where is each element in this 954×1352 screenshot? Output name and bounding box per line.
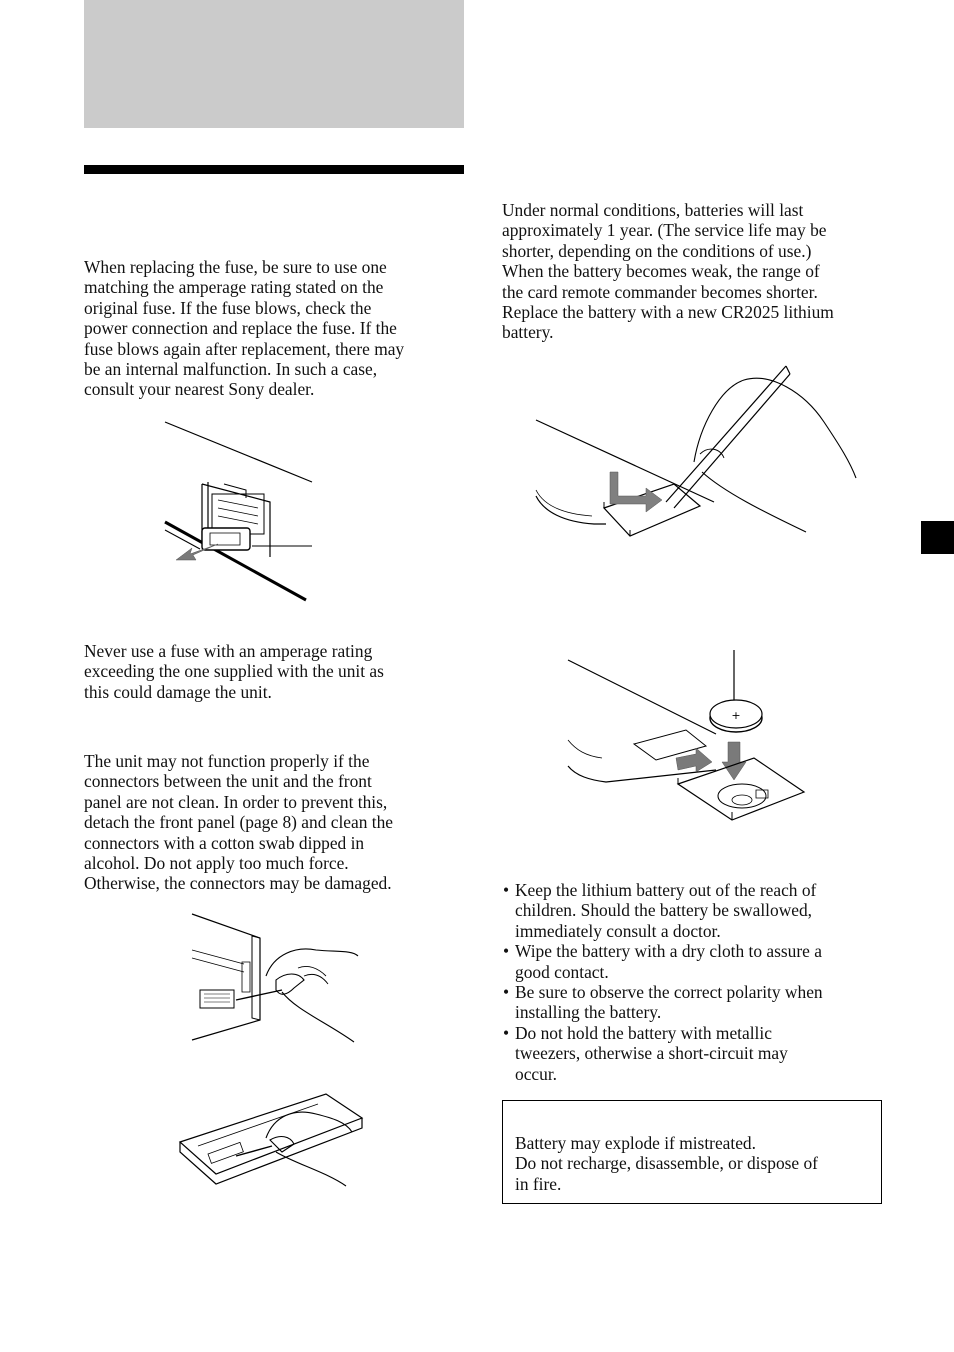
battery-polarity-mark: + [731, 709, 741, 722]
page-edge-tab [921, 521, 954, 554]
battery-note-item: • Keep the lithium battery out of the reach of children. Should the battery be swallowed, immediately consult a doctor. [502, 880, 887, 941]
connector-cleaning-text: The unit may not function properly if the connectors between the unit and the front panel are not clean. In order to prevent this, detach the front panel (page 8) and clean the connectors with a cotton swab dipped in alcohol. Do not apply too much force. Otherwise, the connectors may be damaged. [84, 751, 394, 894]
panel-connector-cleaning-illustration [176, 1088, 371, 1188]
battery-note-item: • Do not hold the battery with metallic tweezers, otherwise a short-circuit may occur. [502, 1023, 887, 1084]
section-header-block [84, 0, 464, 128]
battery-life-text: Under normal conditions, batteries will last approximately 1 year. (The service life may be shorter, depending on the conditions of use.) When the battery becomes weak, the range of the card remote commander becomes shorter. Replace the battery with a new CR2025 lithium battery. [502, 200, 834, 343]
battery-note-item: • Wipe the battery with a dry cloth to assure a good contact. [502, 941, 887, 982]
battery-tray-removal-illustration [534, 362, 859, 542]
section-rule [84, 165, 464, 174]
battery-note-item: • Be sure to observe the correct polarity when installing the battery. [502, 982, 887, 1023]
battery-insertion-illustration [566, 650, 806, 822]
fuse-replacement-illustration [160, 412, 320, 607]
battery-notes-list [502, 880, 887, 1084]
unit-connector-cleaning-illustration [186, 910, 361, 1045]
fuse-intro-text: When replacing the fuse, be sure to use one matching the amperage rating stated on the original fuse. If the fuse blows, check the power connection and replace the fuse. If the fuse blows again after replacement, there may be an internal malfunction. In such a case, consult your nearest Sony dealer. [84, 257, 405, 400]
battery-caution-box [502, 1100, 882, 1204]
fuse-warning-text: Never use a fuse with an amperage rating exceeding the one supplied with the unit as this could damage the unit. [84, 641, 384, 702]
battery-caution-text: Battery may explode if mistreated. Do not recharge, disassemble, or dispose of in fire. [515, 1133, 818, 1194]
